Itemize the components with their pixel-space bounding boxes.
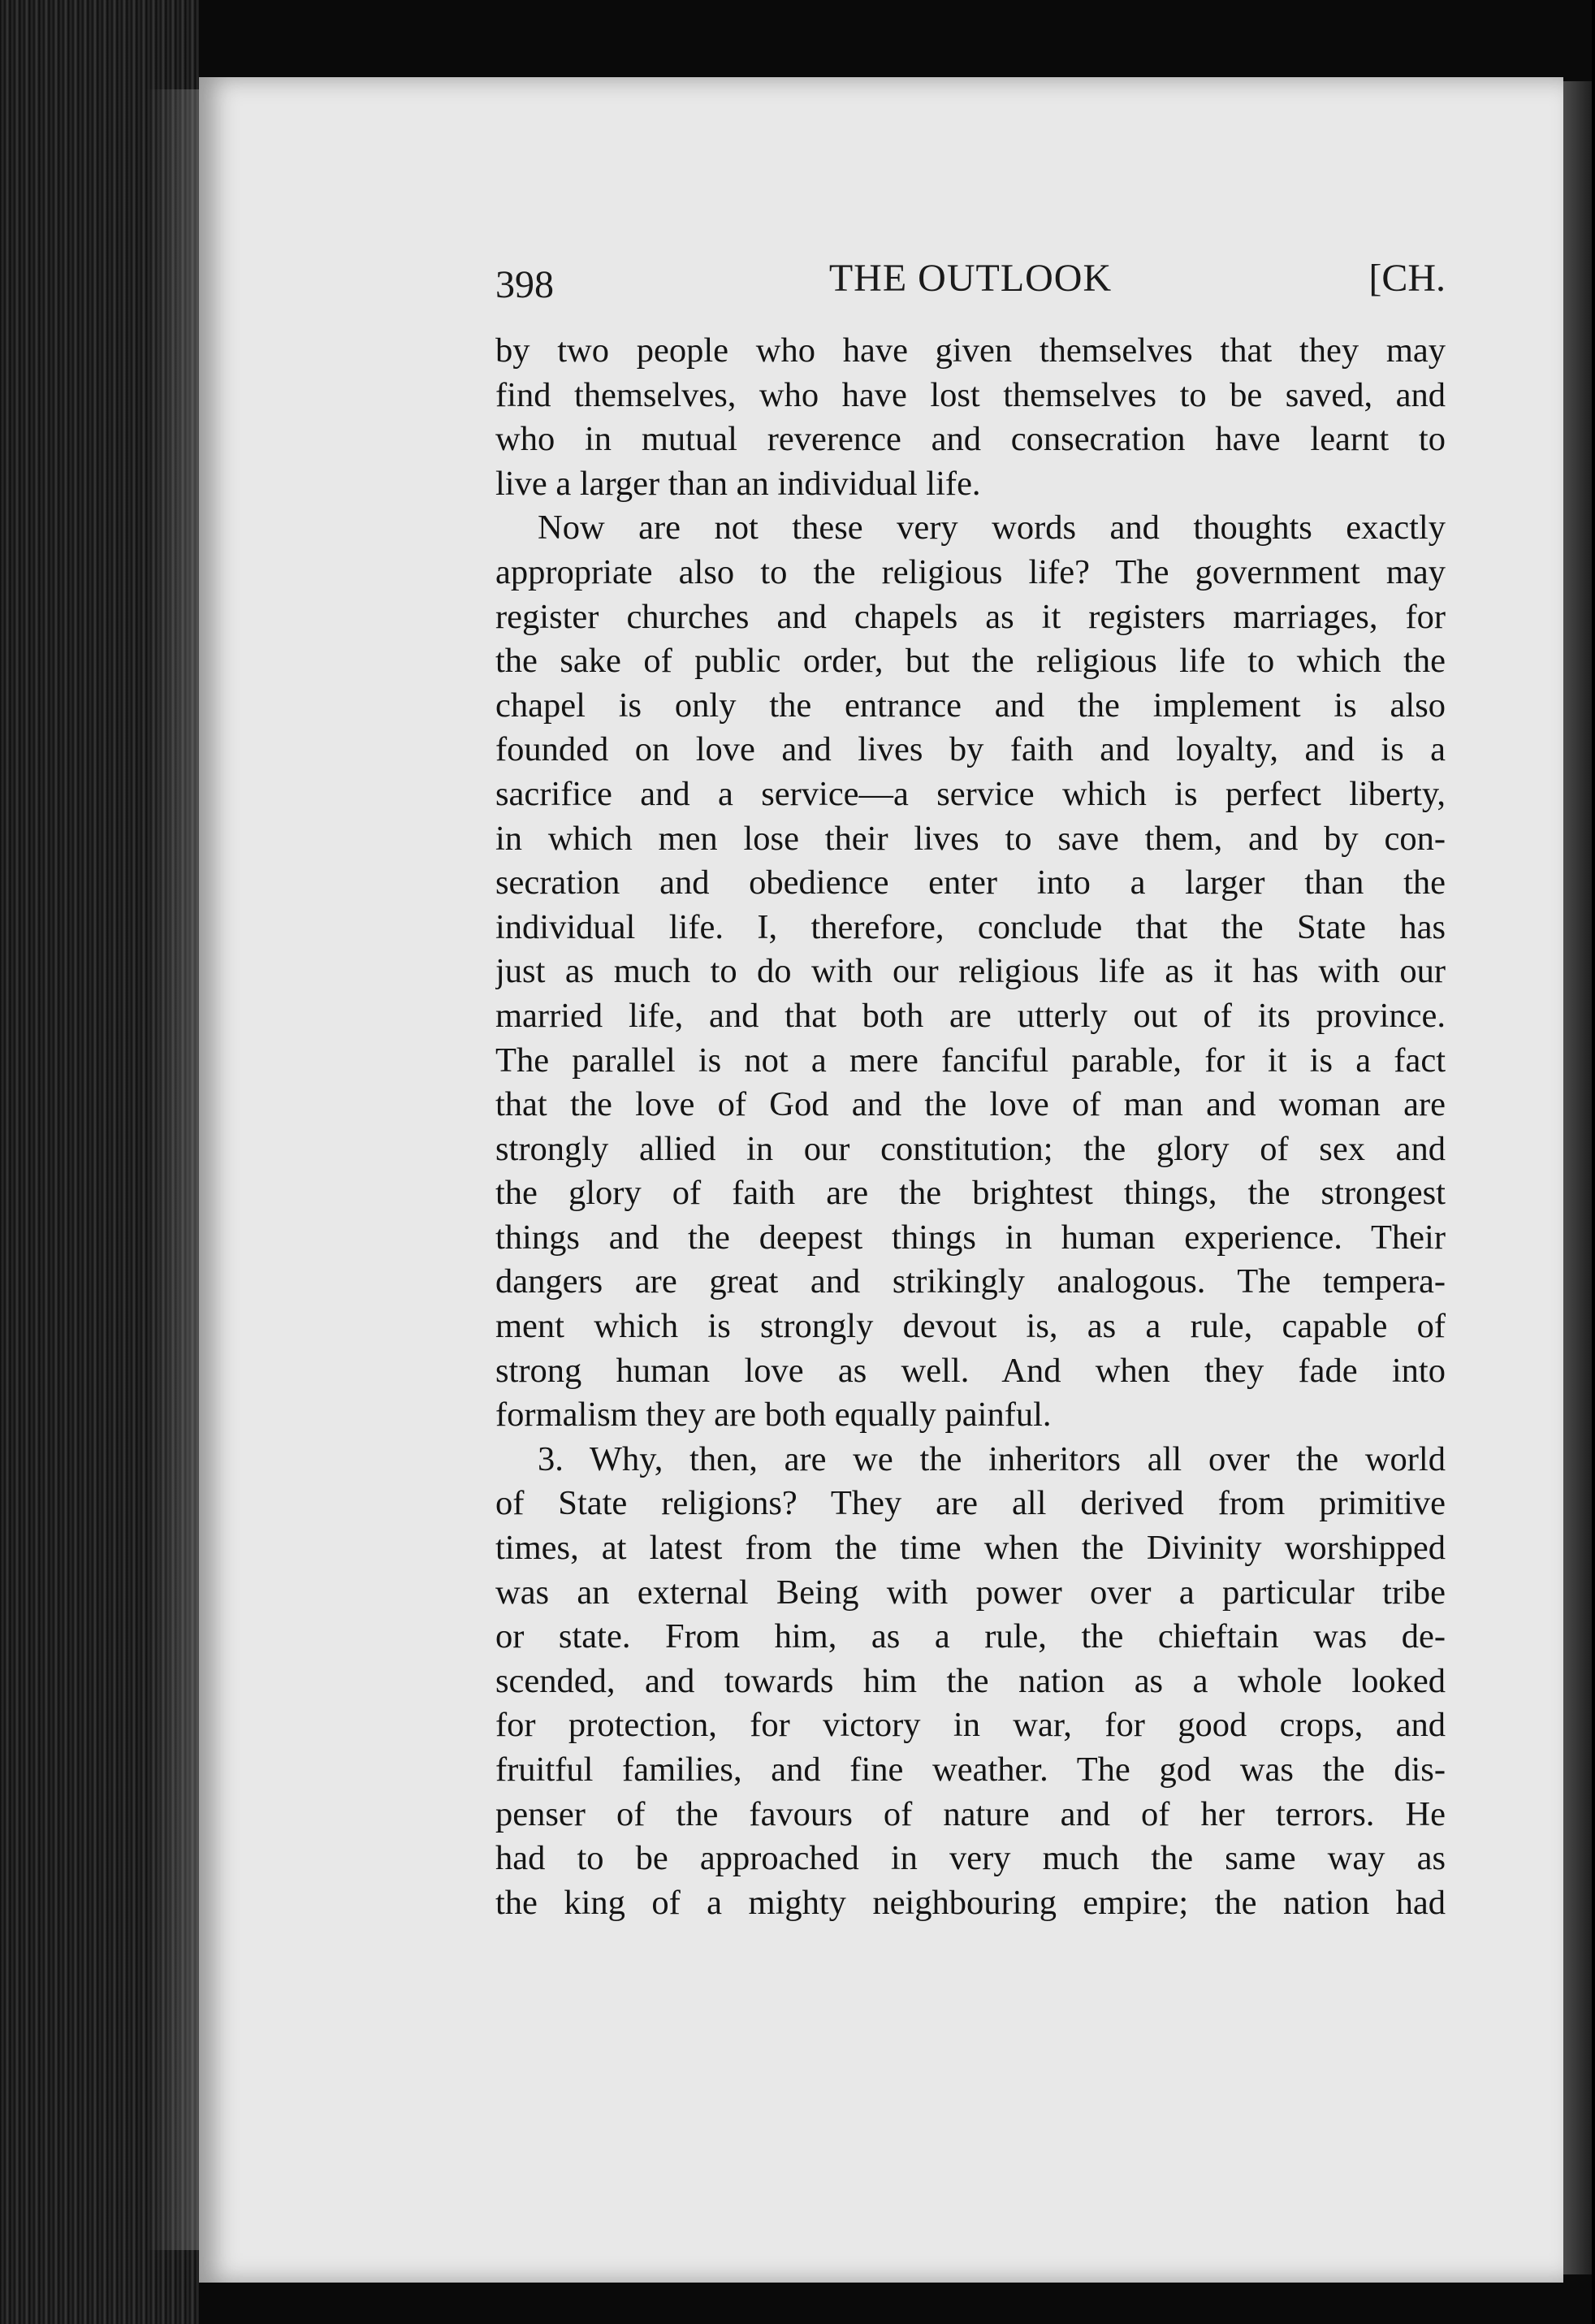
text-line: strong human love as well. And when they fade into <box>495 1351 1446 1390</box>
text-line: fruitful families, and fine weather. The god was the dis- <box>495 1751 1446 1789</box>
text-line: of State religions? They are all derived from primitive <box>495 1484 1446 1523</box>
text-line: secration and obedience enter into a larger than the <box>495 863 1446 902</box>
text-line: live a larger than an individual life. <box>495 464 981 503</box>
text-line: ment which is strongly devout is, as a rule, capable of <box>495 1307 1446 1346</box>
text-line: that the love of God and the love of man and woman are <box>495 1085 1446 1124</box>
text-line: strongly allied in our constitution; the glory of sex and <box>495 1129 1446 1168</box>
text-line: appropriate also to the religious life? The government may <box>495 552 1446 591</box>
text-line: founded on love and lives by faith and loyalty, and is a <box>495 730 1446 769</box>
text-line: married life, and that both are utterly out of its province. <box>495 996 1446 1035</box>
text-line: individual life. I, therefore, conclude that the State has <box>495 907 1446 946</box>
text-line: dangers are great and strikingly analogous. The tempera- <box>495 1262 1446 1301</box>
text-line: in which men lose their lives to save them, and by con- <box>495 819 1446 858</box>
book-edge-right <box>1563 81 1595 2274</box>
text-line: The parallel is not a mere fanciful parable, for it is a fact <box>495 1041 1446 1080</box>
text-line: the glory of faith are the brightest things, the strongest <box>495 1174 1446 1213</box>
text-line: penser of the favours of nature and of her terrors. He <box>495 1794 1446 1833</box>
body-text <box>495 329 1446 1925</box>
text-line: formalism they are both equally painful. <box>495 1396 1052 1435</box>
text-line: had to be approached in very much the same way as <box>495 1839 1446 1878</box>
text-line: sacrifice and a service—a service which is perfect liberty, <box>495 774 1446 813</box>
text-line: chapel is only the entrance and the implement is also <box>495 686 1446 725</box>
text-line: things and the deepest things in human experience. Their <box>495 1218 1446 1257</box>
text-line: who in mutual reverence and consecration have learnt to <box>495 420 1446 459</box>
text-line: the sake of public order, but the religious life to which the <box>495 642 1446 681</box>
text-line: or state. From him, as a rule, the chieftain was de- <box>495 1617 1446 1656</box>
scan-border <box>1592 0 1595 2324</box>
running-head <box>495 256 1446 313</box>
text-line: by two people who have given themselves that they may <box>495 331 1446 370</box>
text-line: just as much to do with our religious life as it has with our <box>495 952 1446 991</box>
text-line: find themselves, who have lost themselves to be saved, and <box>495 375 1446 414</box>
text-line: scended, and towards him the nation as a whole looked <box>495 1661 1446 1700</box>
page-number: 398 <box>495 263 554 306</box>
text-line: Now are not these very words and thoughts exactly <box>538 509 1446 547</box>
text-line: register churches and chapels as it registers marriages, for <box>495 597 1446 636</box>
running-title: THE OUTLOOK <box>828 257 1113 300</box>
text-line: was an external Being with power over a particular tribe <box>495 1573 1446 1612</box>
text-line: for protection, for victory in war, for good crops, and <box>495 1706 1446 1745</box>
text-line: 3. Why, then, are we the inheritors all over the world <box>538 1439 1446 1478</box>
text-line: the king of a mighty neighbouring empire; the nation had <box>495 1883 1446 1922</box>
chapter-marker: [CH. <box>1368 257 1446 300</box>
text-line: times, at latest from the time when the Divinity worshipped <box>495 1529 1446 1568</box>
